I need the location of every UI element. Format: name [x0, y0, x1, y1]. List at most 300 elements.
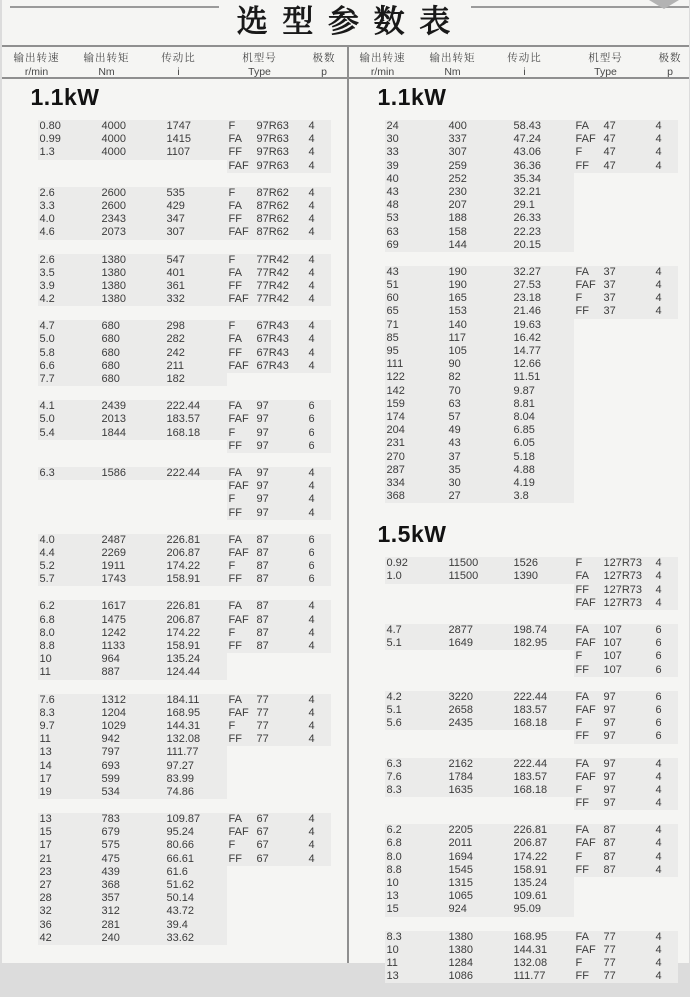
cell-output-torque: 1475 — [100, 614, 165, 627]
cell-type-model: 77 — [255, 733, 307, 746]
cell-ratio: 1107 — [165, 146, 227, 159]
cell-ratio: 183.57 — [512, 771, 574, 784]
cell-type-prefix: FAF — [574, 133, 602, 146]
cell-output-torque: 259 — [447, 160, 512, 173]
cell-ratio: 158.91 — [165, 640, 227, 653]
cell-output-torque: 2435 — [447, 717, 512, 730]
cell-output-speed: 13 — [38, 746, 100, 759]
cell-ratio: 51.62 — [165, 879, 227, 892]
cell-output-speed: 3.9 — [38, 280, 100, 293]
cell-type-prefix: FA — [227, 400, 255, 413]
table-row — [349, 398, 689, 411]
cell-output-speed: 15 — [385, 903, 447, 916]
cell-type-prefix: FAF — [574, 771, 602, 784]
cell-poles — [307, 866, 331, 879]
cell-type-prefix — [227, 746, 255, 759]
table-row — [2, 560, 347, 573]
cell-output-speed: 5.0 — [38, 333, 100, 346]
cell-output-torque: 1133 — [100, 640, 165, 653]
cell-type-prefix: F — [227, 320, 255, 333]
cell-output-speed: 8.8 — [38, 640, 100, 653]
cell-output-torque: 207 — [447, 199, 512, 212]
cell-type-model: 97 — [255, 427, 307, 440]
cell-output-torque: 35 — [447, 464, 512, 477]
cell-poles: 4 — [307, 493, 331, 506]
table-row — [2, 600, 347, 613]
table-row — [2, 333, 347, 346]
cell-ratio: 11.51 — [512, 371, 574, 384]
cell-output-torque: 475 — [100, 853, 165, 866]
cell-ratio: 6.05 — [512, 437, 574, 450]
cell-output-speed: 63 — [385, 226, 447, 239]
cell-poles — [654, 411, 678, 424]
col-header-unit: p — [304, 66, 345, 78]
cell-poles: 4 — [654, 784, 678, 797]
cell-type-model — [602, 385, 654, 398]
cell-output-torque: 2162 — [447, 758, 512, 771]
cell-type-prefix: FA — [227, 200, 255, 213]
cell-type-model: 97 — [255, 413, 307, 426]
cell-type-model: 67R43 — [255, 320, 307, 333]
cell-output-torque: 1380 — [100, 267, 165, 280]
cell-type-prefix: FA — [227, 267, 255, 280]
row-group — [2, 254, 347, 307]
cell-poles: 4 — [307, 280, 331, 293]
cell-type-model — [255, 905, 307, 918]
cell-type-model: 97R63 — [255, 146, 307, 159]
cell-type-prefix — [574, 903, 602, 916]
cell-output-torque: 1784 — [447, 771, 512, 784]
cell-ratio: 144.31 — [165, 720, 227, 733]
cell-poles: 4 — [654, 266, 678, 279]
cell-output-speed: 85 — [385, 332, 447, 345]
cell-output-speed: 6.2 — [38, 600, 100, 613]
table-row — [349, 358, 689, 371]
cell-type-model — [255, 932, 307, 945]
cell-output-torque: 1380 — [100, 254, 165, 267]
cell-poles — [654, 877, 678, 890]
cell-ratio: 33.62 — [165, 932, 227, 945]
cell-ratio: 23.18 — [512, 292, 574, 305]
cell-type-prefix — [574, 477, 602, 490]
cell-output-speed: 4.2 — [38, 293, 100, 306]
table-row — [349, 437, 689, 450]
cell-output-speed: 11 — [38, 666, 100, 679]
cell-ratio: 111.77 — [165, 746, 227, 759]
cell-output-speed: 270 — [385, 451, 447, 464]
cell-type-prefix: F — [574, 557, 602, 570]
cell-ratio: 242 — [165, 347, 227, 360]
table-row — [349, 903, 689, 916]
cell-ratio: 26.33 — [512, 212, 574, 225]
cell-output-torque: 57 — [447, 411, 512, 424]
table-row — [349, 864, 689, 877]
cell-poles: 4 — [307, 293, 331, 306]
cell-output-speed: 1.3 — [38, 146, 100, 159]
cell-output-torque — [100, 480, 165, 493]
cell-ratio: 61.6 — [165, 866, 227, 879]
cell-type-model: 77 — [602, 931, 654, 944]
cell-type-prefix: FF — [227, 213, 255, 226]
row-group — [349, 691, 689, 744]
cell-type-prefix — [227, 760, 255, 773]
cell-output-speed: 51 — [385, 279, 447, 292]
cell-type-model: 107 — [602, 624, 654, 637]
cell-poles — [654, 890, 678, 903]
cell-ratio — [165, 507, 227, 520]
col-header-type — [562, 47, 650, 77]
table-row — [2, 694, 347, 707]
cell-type-prefix — [574, 332, 602, 345]
col-header-unit: Type — [562, 66, 650, 78]
cell-output-speed — [385, 730, 447, 743]
row-group — [2, 694, 347, 800]
cell-type-model — [602, 173, 654, 186]
table-row — [349, 292, 689, 305]
cell-output-torque: 1743 — [100, 573, 165, 586]
table-row — [349, 451, 689, 464]
cell-type-prefix: FAF — [227, 360, 255, 373]
cell-type-prefix — [574, 199, 602, 212]
cell-type-prefix — [574, 877, 602, 890]
cell-poles: 4 — [307, 160, 331, 173]
cell-output-speed: 48 — [385, 199, 447, 212]
cell-type-model — [602, 226, 654, 239]
col-header-poles — [650, 47, 690, 77]
cell-poles: 6 — [307, 560, 331, 573]
cell-ratio: 4.88 — [512, 464, 574, 477]
cell-output-torque: 680 — [100, 320, 165, 333]
cell-ratio: 43.06 — [512, 146, 574, 159]
cell-output-speed: 53 — [385, 212, 447, 225]
cell-type-model: 87R62 — [255, 226, 307, 239]
cell-output-torque: 117 — [447, 332, 512, 345]
cell-output-speed: 14 — [38, 760, 100, 773]
cell-type-model: 87 — [602, 837, 654, 850]
col-header-ratio — [142, 47, 216, 77]
cell-type-model: 87 — [255, 600, 307, 613]
cell-poles: 4 — [654, 597, 678, 610]
col-header-cn: 传动比 — [488, 50, 562, 65]
cell-type-prefix: FAF — [227, 547, 255, 560]
cell-output-speed: 111 — [385, 358, 447, 371]
cell-poles: 4 — [654, 146, 678, 159]
cell-type-prefix: FA — [227, 467, 255, 480]
cell-poles: 6 — [307, 440, 331, 453]
table-row — [2, 507, 347, 520]
cell-type-prefix: FAF — [574, 637, 602, 650]
cell-poles: 6 — [654, 691, 678, 704]
cell-output-torque: 1635 — [447, 784, 512, 797]
cell-type-prefix: F — [227, 839, 255, 852]
cell-type-model: 87 — [255, 627, 307, 640]
cell-type-model — [255, 773, 307, 786]
cell-ratio: 3.8 — [512, 490, 574, 503]
cell-type-prefix — [574, 398, 602, 411]
cell-output-speed: 5.1 — [385, 637, 447, 650]
table-row — [2, 720, 347, 733]
cell-ratio: 43.72 — [165, 905, 227, 918]
cell-type-prefix: FF — [574, 584, 602, 597]
cell-output-speed: 2.6 — [38, 254, 100, 267]
cell-type-prefix — [227, 773, 255, 786]
cell-output-torque: 11500 — [447, 557, 512, 570]
cell-poles: 4 — [654, 570, 678, 583]
cell-output-torque: 2073 — [100, 226, 165, 239]
cell-type-prefix — [574, 358, 602, 371]
cell-type-model — [602, 186, 654, 199]
cell-output-torque — [100, 507, 165, 520]
cell-type-model: 97 — [255, 493, 307, 506]
cell-poles — [307, 773, 331, 786]
cell-type-prefix: F — [227, 627, 255, 640]
table-row — [2, 733, 347, 746]
table-row — [349, 319, 689, 332]
cell-output-speed: 231 — [385, 437, 447, 450]
cell-type-model: 127R73 — [602, 584, 654, 597]
cell-ratio: 222.44 — [165, 400, 227, 413]
cell-poles: 6 — [307, 427, 331, 440]
cell-poles: 4 — [307, 640, 331, 653]
cell-type-model — [602, 437, 654, 450]
cell-poles — [654, 345, 678, 358]
table-row — [349, 784, 689, 797]
cell-ratio: 132.08 — [165, 733, 227, 746]
table-row — [349, 385, 689, 398]
cell-ratio: 1747 — [165, 120, 227, 133]
cell-output-speed — [385, 797, 447, 810]
cell-type-prefix: FF — [227, 146, 255, 159]
cell-output-speed: 5.4 — [38, 427, 100, 440]
cell-output-torque: 27 — [447, 490, 512, 503]
table-row — [349, 570, 689, 583]
cell-output-speed: 9.7 — [38, 720, 100, 733]
cell-type-prefix — [574, 345, 602, 358]
cell-poles: 4 — [654, 758, 678, 771]
table-row — [2, 467, 347, 480]
cell-output-torque: 63 — [447, 398, 512, 411]
cell-type-prefix — [227, 786, 255, 799]
cell-output-torque — [100, 160, 165, 173]
cell-type-model: 97 — [255, 507, 307, 520]
cell-poles: 6 — [307, 534, 331, 547]
cell-type-model: 97 — [255, 400, 307, 413]
cell-output-torque: 2600 — [100, 187, 165, 200]
cell-output-torque: 11500 — [447, 570, 512, 583]
cell-type-prefix: FA — [227, 333, 255, 346]
cell-output-speed: 7.6 — [38, 694, 100, 707]
cell-type-prefix: FF — [574, 797, 602, 810]
cell-type-model — [602, 319, 654, 332]
cell-type-prefix: F — [574, 650, 602, 663]
cell-output-torque — [447, 797, 512, 810]
cell-output-speed: 4.1 — [38, 400, 100, 413]
cell-type-prefix — [574, 437, 602, 450]
table-row — [349, 691, 689, 704]
cell-ratio: 58.43 — [512, 120, 574, 133]
cell-output-speed: 19 — [38, 786, 100, 799]
cell-type-model — [602, 212, 654, 225]
table-row — [2, 146, 347, 159]
cell-output-speed: 5.7 — [38, 573, 100, 586]
cell-type-prefix: FA — [574, 570, 602, 583]
cell-output-speed: 4.4 — [38, 547, 100, 560]
cell-ratio: 174.22 — [165, 627, 227, 640]
cell-ratio: 47.24 — [512, 133, 574, 146]
table-row — [349, 597, 689, 610]
cell-poles: 4 — [654, 851, 678, 864]
cell-output-torque — [447, 584, 512, 597]
cell-output-speed: 33 — [385, 146, 447, 159]
cell-ratio: 124.44 — [165, 666, 227, 679]
cell-ratio: 183.57 — [165, 413, 227, 426]
cell-type-model: 97R63 — [255, 133, 307, 146]
cell-type-model: 97 — [602, 771, 654, 784]
cell-type-prefix: FF — [227, 507, 255, 520]
cell-type-model: 97 — [602, 797, 654, 810]
col-header-cn: 极数 — [650, 50, 690, 65]
cell-output-torque: 1204 — [100, 707, 165, 720]
cell-ratio: 74.86 — [165, 786, 227, 799]
table-row — [349, 717, 689, 730]
cell-type-model: 87 — [255, 640, 307, 653]
col-header-unit: Nm — [418, 66, 488, 78]
table-row — [2, 400, 347, 413]
cell-type-model — [602, 451, 654, 464]
table-row — [349, 890, 689, 903]
cell-type-prefix: FAF — [227, 826, 255, 839]
cell-type-model — [602, 477, 654, 490]
table-row — [2, 280, 347, 293]
cell-type-prefix: FAF — [574, 704, 602, 717]
col-header-cn: 传动比 — [142, 50, 216, 65]
cell-output-speed: 8.3 — [38, 707, 100, 720]
table-row — [349, 557, 689, 570]
table-row — [349, 851, 689, 864]
cell-poles: 4 — [307, 839, 331, 852]
cell-poles — [654, 239, 678, 252]
cell-output-speed: 39 — [385, 160, 447, 173]
table-row — [349, 664, 689, 677]
cell-type-model: 87 — [255, 534, 307, 547]
cell-output-speed — [385, 597, 447, 610]
cell-output-torque: 4000 — [100, 133, 165, 146]
cell-type-prefix: FA — [574, 120, 602, 133]
cell-ratio: 132.08 — [512, 957, 574, 970]
cell-type-model: 127R73 — [602, 557, 654, 570]
cell-type-model: 97 — [255, 440, 307, 453]
cell-type-model: 37 — [602, 279, 654, 292]
cell-output-torque: 599 — [100, 773, 165, 786]
cell-output-torque: 30 — [447, 477, 512, 490]
table-row — [2, 853, 347, 866]
cell-poles: 4 — [654, 305, 678, 318]
cell-poles — [654, 398, 678, 411]
col-header-poles — [304, 47, 345, 77]
cell-output-speed: 4.0 — [38, 213, 100, 226]
cell-poles: 4 — [307, 133, 331, 146]
cell-ratio: 222.44 — [165, 467, 227, 480]
table-row — [349, 279, 689, 292]
cell-output-speed — [38, 507, 100, 520]
table-row — [2, 760, 347, 773]
cell-output-speed: 43 — [385, 186, 447, 199]
cell-type-prefix — [574, 186, 602, 199]
cell-type-model: 77R42 — [255, 293, 307, 306]
cell-output-speed: 11 — [385, 957, 447, 970]
cell-output-speed: 42 — [38, 932, 100, 945]
cell-output-torque: 680 — [100, 360, 165, 373]
cell-type-model — [602, 398, 654, 411]
cell-ratio: 39.4 — [165, 919, 227, 932]
cell-type-model — [255, 892, 307, 905]
cell-output-speed — [38, 493, 100, 506]
cell-output-speed: 5.0 — [38, 413, 100, 426]
cell-poles: 4 — [654, 824, 678, 837]
table-row — [349, 624, 689, 637]
cell-output-torque: 2487 — [100, 534, 165, 547]
table-row — [2, 320, 347, 333]
cell-output-speed: 10 — [385, 877, 447, 890]
cell-type-model: 87 — [602, 824, 654, 837]
page-title-text: 选 型 参 数 表 — [219, 1, 471, 43]
cell-ratio: 307 — [165, 226, 227, 239]
cell-ratio — [165, 480, 227, 493]
cell-output-speed: 8.0 — [385, 851, 447, 864]
cell-output-torque: 1029 — [100, 720, 165, 733]
cell-ratio: 12.66 — [512, 358, 574, 371]
cell-ratio: 36.36 — [512, 160, 574, 173]
cell-output-speed: 27 — [38, 879, 100, 892]
table-row — [349, 970, 689, 983]
cell-poles — [654, 332, 678, 345]
cell-poles: 4 — [307, 826, 331, 839]
cell-type-model — [602, 199, 654, 212]
cell-output-speed: 368 — [385, 490, 447, 503]
table-body-left — [2, 80, 347, 959]
row-group — [349, 624, 689, 677]
cell-type-prefix: FF — [227, 733, 255, 746]
cell-poles: 4 — [307, 320, 331, 333]
cell-poles: 4 — [654, 120, 678, 133]
cell-poles — [654, 319, 678, 332]
cell-output-speed: 5.1 — [385, 704, 447, 717]
cell-type-prefix: F — [227, 187, 255, 200]
cell-type-prefix: FA — [574, 266, 602, 279]
table-row — [2, 267, 347, 280]
table-row — [349, 120, 689, 133]
cell-poles: 4 — [307, 614, 331, 627]
cell-ratio: 27.53 — [512, 279, 574, 292]
cell-output-torque: 37 — [447, 451, 512, 464]
cell-ratio: 144.31 — [512, 944, 574, 957]
cell-output-speed: 13 — [38, 813, 100, 826]
row-group — [349, 824, 689, 916]
table-row — [349, 464, 689, 477]
page-title — [2, 1, 689, 43]
cell-type-model: 87 — [255, 614, 307, 627]
cell-type-model: 37 — [602, 305, 654, 318]
cell-poles — [654, 451, 678, 464]
cell-type-model: 127R73 — [602, 597, 654, 610]
cell-ratio: 29.1 — [512, 199, 574, 212]
cell-type-model: 77R42 — [255, 280, 307, 293]
cell-output-torque: 1617 — [100, 600, 165, 613]
cell-type-model: 87 — [255, 560, 307, 573]
cell-ratio: 222.44 — [512, 758, 574, 771]
cell-ratio — [165, 160, 227, 173]
cell-poles: 4 — [654, 837, 678, 850]
